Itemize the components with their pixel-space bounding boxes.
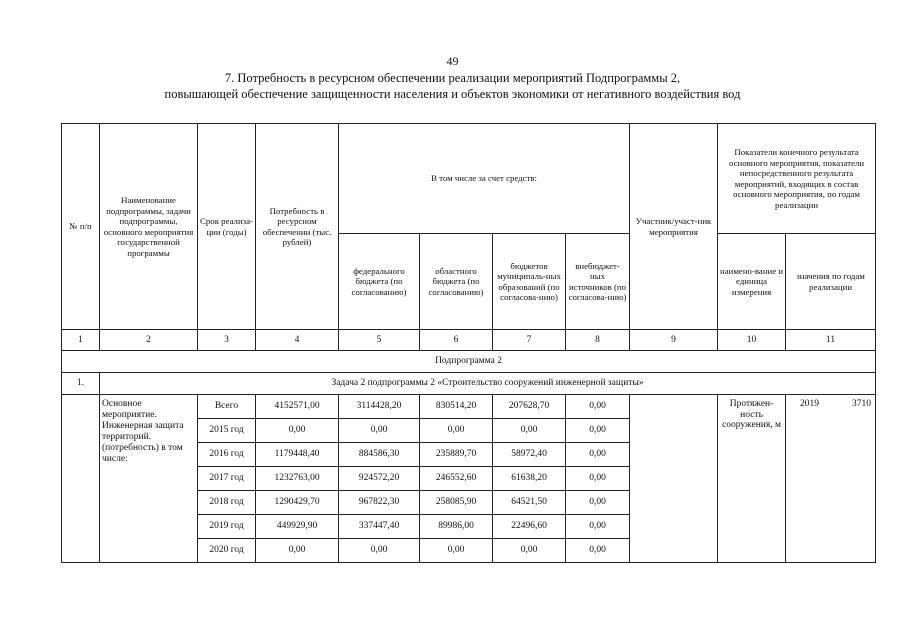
- indicator-values: [786, 395, 876, 563]
- page-title: [0, 70, 905, 102]
- indicator-year: 2019: [800, 399, 820, 409]
- row-num: [62, 395, 100, 563]
- cell-mun: 22496,60: [493, 515, 566, 539]
- column-index-row: [62, 330, 876, 351]
- col-index: 10: [718, 330, 786, 351]
- header-ind-val: значения по годам реализации: [786, 234, 876, 330]
- header-incl: В том числе за счет средств:: [339, 124, 630, 234]
- indicator-values-line: [788, 399, 873, 410]
- table-row: [62, 395, 876, 419]
- cell-need: 4152571,00: [256, 395, 339, 419]
- col-index: 3: [198, 330, 256, 351]
- cell-period: 2020 год: [198, 539, 256, 563]
- cell-ext: 0,00: [566, 467, 630, 491]
- cell-need: 1290429,70: [256, 491, 339, 515]
- cell-ext: 0,00: [566, 515, 630, 539]
- cell-mun: 64521,50: [493, 491, 566, 515]
- header-period: Срок реализа-ции (годы): [198, 124, 256, 330]
- resource-table: [61, 123, 876, 563]
- cell-fed: 924572,20: [339, 467, 420, 491]
- header-participant: Участник/участ-ник мероприятия: [630, 124, 718, 330]
- cell-period: Всего: [198, 395, 256, 419]
- title-line-2: повышающей обеспечение защищенности населения и объектов экономики от негативного воздействия вод: [164, 87, 741, 101]
- header-need: Потребность в ресурсном обеспечении (тыс. рублей): [256, 124, 339, 330]
- activity-name: Основное мероприятие. Инженерная защита территорий. (потребность) в том числе:: [100, 395, 198, 563]
- cell-fed: 3114428,20: [339, 395, 420, 419]
- col-index: 5: [339, 330, 420, 351]
- cell-fed: 884586,30: [339, 443, 420, 467]
- cell-period: 2019 год: [198, 515, 256, 539]
- task-text: Задача 2 подпрограммы 2 «Строительство сооружений инженерной защиты»: [100, 373, 876, 395]
- cell-mun: 0,00: [493, 419, 566, 443]
- cell-reg: 830514,20: [420, 395, 493, 419]
- cell-period: 2016 год: [198, 443, 256, 467]
- col-index: 4: [256, 330, 339, 351]
- col-index: 9: [630, 330, 718, 351]
- cell-reg: 258085,90: [420, 491, 493, 515]
- page-number: 49: [446, 54, 459, 68]
- cell-need: 0,00: [256, 419, 339, 443]
- cell-mun: 61638,20: [493, 467, 566, 491]
- header-num: № п/п: [62, 124, 100, 330]
- indicator-name: Протяжен-ность сооружения, м: [718, 395, 786, 563]
- col-index: 11: [786, 330, 876, 351]
- cell-ext: 0,00: [566, 395, 630, 419]
- cell-mun: 207628,70: [493, 395, 566, 419]
- cell-mun: 58972,40: [493, 443, 566, 467]
- cell-ext: 0,00: [566, 419, 630, 443]
- cell-fed: 0,00: [339, 539, 420, 563]
- col-index: 1: [62, 330, 100, 351]
- header-reg: областного бюджета (по согласованию): [420, 234, 493, 330]
- header-name: Наименование подпрограммы, задачи подпрограммы, основного мероприятия государственной программы: [100, 124, 198, 330]
- header-fed: федерального бюджета (по согласованию): [339, 234, 420, 330]
- header-ind-name: наимено-вание и единица измерения: [718, 234, 786, 330]
- task-num: 1.: [62, 373, 100, 395]
- col-index: 6: [420, 330, 493, 351]
- cell-need: 0,00: [256, 539, 339, 563]
- section-row: [62, 351, 876, 373]
- title-line-1: 7. Потребность в ресурсном обеспечении реализации мероприятий Подпрограммы 2,: [224, 71, 681, 85]
- header-row-1: [62, 124, 876, 234]
- participant-cell: [630, 395, 718, 563]
- cell-reg: 0,00: [420, 539, 493, 563]
- cell-period: 2018 год: [198, 491, 256, 515]
- cell-reg: 0,00: [420, 419, 493, 443]
- cell-ext: 0,00: [566, 539, 630, 563]
- cell-ext: 0,00: [566, 491, 630, 515]
- cell-need: 449929,90: [256, 515, 339, 539]
- indicator-value: 3710: [852, 399, 872, 409]
- cell-reg: 235889,70: [420, 443, 493, 467]
- header-indicators: Показатели конечного результата основного мероприятия, показатели непосредственного результата мероприятий, входящих в состав основного мероприятия, по годам реализации: [718, 124, 876, 234]
- cell-fed: 337447,40: [339, 515, 420, 539]
- col-index: 8: [566, 330, 630, 351]
- cell-fed: 0,00: [339, 419, 420, 443]
- cell-need: 1232763,00: [256, 467, 339, 491]
- col-index: 7: [493, 330, 566, 351]
- header-ext: внебюджет-ных источников (по согласова-нию): [566, 234, 630, 330]
- cell-period: 2017 год: [198, 467, 256, 491]
- cell-reg: 89986,00: [420, 515, 493, 539]
- cell-reg: 246552,60: [420, 467, 493, 491]
- col-index: 2: [100, 330, 198, 351]
- section-label: Подпрограмма 2: [62, 351, 876, 373]
- task-row: [62, 373, 876, 395]
- cell-fed: 967822,30: [339, 491, 420, 515]
- header-mun: бюджетов муниципаль-ных образований (по согласова-нию): [493, 234, 566, 330]
- cell-ext: 0,00: [566, 443, 630, 467]
- cell-mun: 0,00: [493, 539, 566, 563]
- cell-need: 1179448,40: [256, 443, 339, 467]
- cell-period: 2015 год: [198, 419, 256, 443]
